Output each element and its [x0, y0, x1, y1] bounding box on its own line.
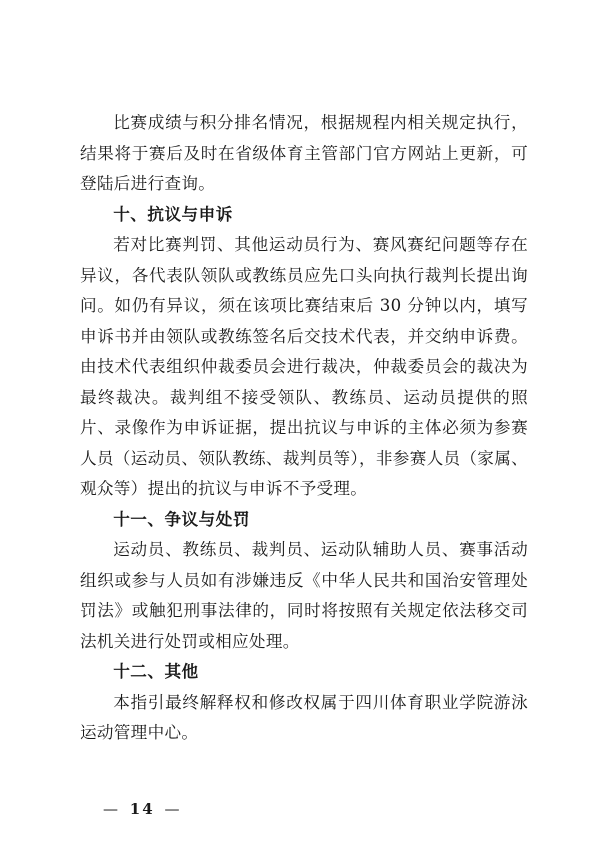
section-heading-dispute: 十一、争议与处罚: [113, 509, 250, 529]
page-number: 14: [129, 800, 155, 818]
footer-dash-right: —: [164, 800, 182, 818]
document-body: [80, 108, 528, 749]
paragraph-results: 比赛成绩与积分排名情况，根据规程内相关规定执行，结果将于赛后及时在省级体育主管部门官方网站上更新，可登陆后进行查询。: [80, 113, 528, 193]
footer-dash-left: —: [103, 800, 120, 818]
paragraph-other: 本指引最终解释权和修改权属于四川体育职业学院游泳运动管理中心。: [80, 692, 528, 742]
paragraph-dispute: 运动员、教练员、裁判员、运动队辅助人员、赛事活动组织或参与人员如有涉嫌违反《中华人民共和国治安管理处罚法》或触犯刑事法律的，同时将按照有关规定依法移交司法机关进行处罚或相应处理。: [80, 540, 528, 651]
section-heading-other: 十二、其他: [113, 662, 199, 681]
paragraph-protest: 若对比赛判罚、其他运动员行为、赛风赛纪问题等存在异议，各代表队领队或教练员应先口头向执行裁判长提出询问。如仍有异议，须在该项比赛结束后 30 分钟以内，填写申诉书并由领队或教练签名后交技术代表，并交纳申诉费。由技术代表组织仲裁委员会进行裁决，仲裁委员会的裁决为最终裁决。裁判组不接受领队、教练员、运动员提供的照片、录像作为申诉证据，提出抗议与申诉的主体必须为参赛人员（运动员、领队教练、裁判员等），非参赛人员（家属、观众等）提出的抗议与申诉不予受理。: [80, 235, 528, 498]
page-number-footer: [103, 799, 181, 819]
section-heading-protest: 十、抗议与申诉: [113, 204, 233, 224]
